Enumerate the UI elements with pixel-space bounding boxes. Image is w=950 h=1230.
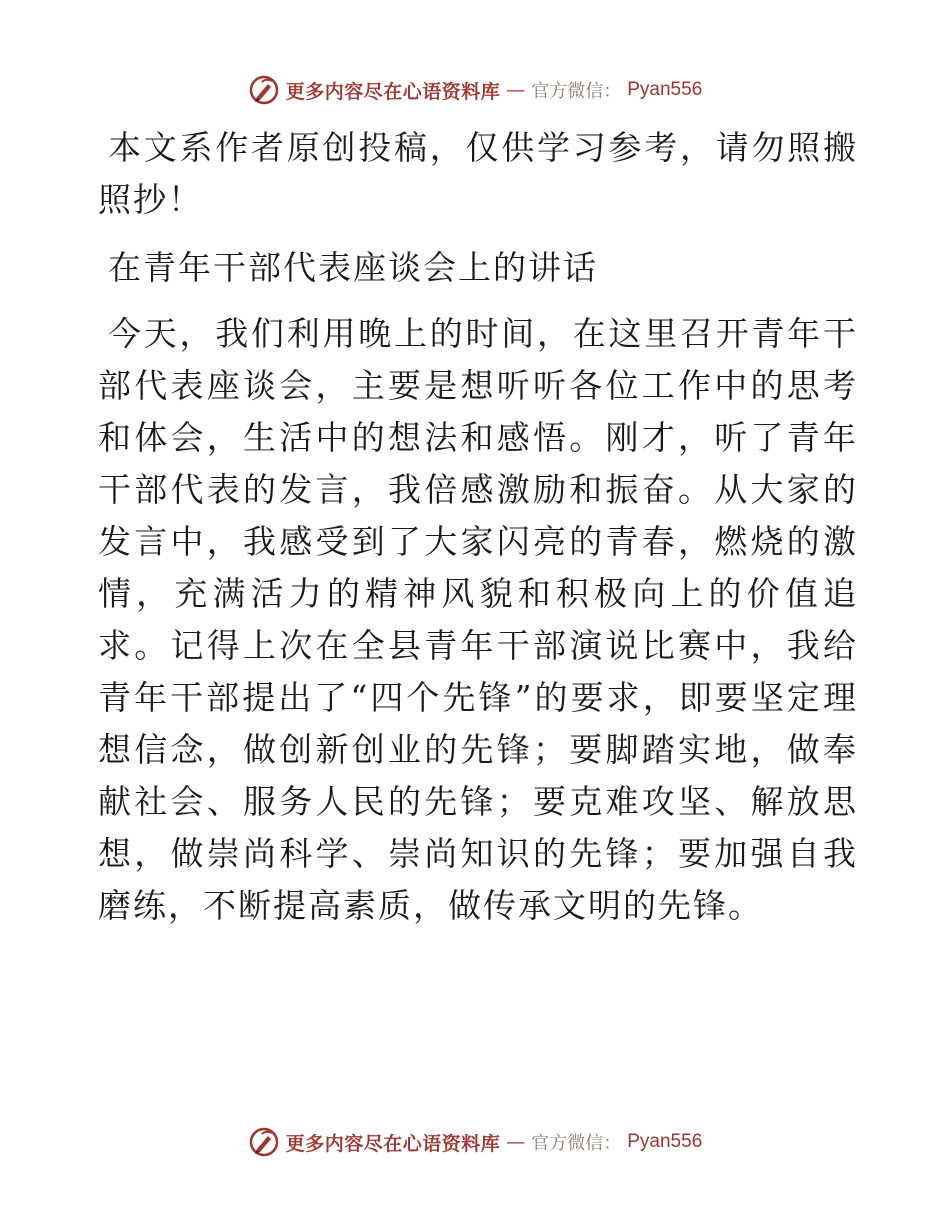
footer-banner bbox=[0, 1122, 950, 1162]
footer-main-text: 更多内容尽在心语资料库 bbox=[285, 1132, 501, 1155]
footer-wechat-id: Pyan556 bbox=[627, 1131, 703, 1152]
pen-logo-icon bbox=[248, 1126, 280, 1158]
banner-dash: — bbox=[506, 79, 526, 101]
banner-sub-text: 官方微信： bbox=[531, 81, 622, 102]
footer-sub-text: 官方微信： bbox=[531, 1133, 622, 1154]
notice-paragraph: 本文系作者原创投稿，仅供学习参考，请勿照搬照抄！ bbox=[98, 128, 858, 219]
footer-dash: — bbox=[506, 1131, 526, 1153]
banner-wechat-id: Pyan556 bbox=[627, 79, 703, 100]
header-banner bbox=[0, 70, 950, 110]
pen-logo-icon bbox=[248, 74, 280, 106]
document-content bbox=[98, 122, 858, 948]
body-paragraph: 今天，我们利用晚上的时间，在这里召开青年干部代表座谈会，主要是想听听各位工作中的思考和体会，生活中的想法和感悟。刚才，听了青年干部代表的发言，我倍感激励和振奋。从大家的发言中，我感受到了大家闪亮的青春，燃烧的激情，充满活力的精神风貌和积极向上的价值追求。记得上次在全县青年干部演说比赛中，我给青年干部提出了“四个先锋”的要求，即要坚定理想信念，做创新创业的先锋；要脚踏实地，做奉献社会、服务人民的先锋；要克难攻坚、解放思想，做崇尚科学、崇尚知识的先锋；要加强自我磨练，不断提高素质，做传承文明的先锋。 bbox=[98, 314, 858, 925]
document-title: 在青年干部代表座谈会上的讲话 bbox=[108, 248, 598, 287]
banner-main-text: 更多内容尽在心语资料库 bbox=[285, 80, 501, 103]
